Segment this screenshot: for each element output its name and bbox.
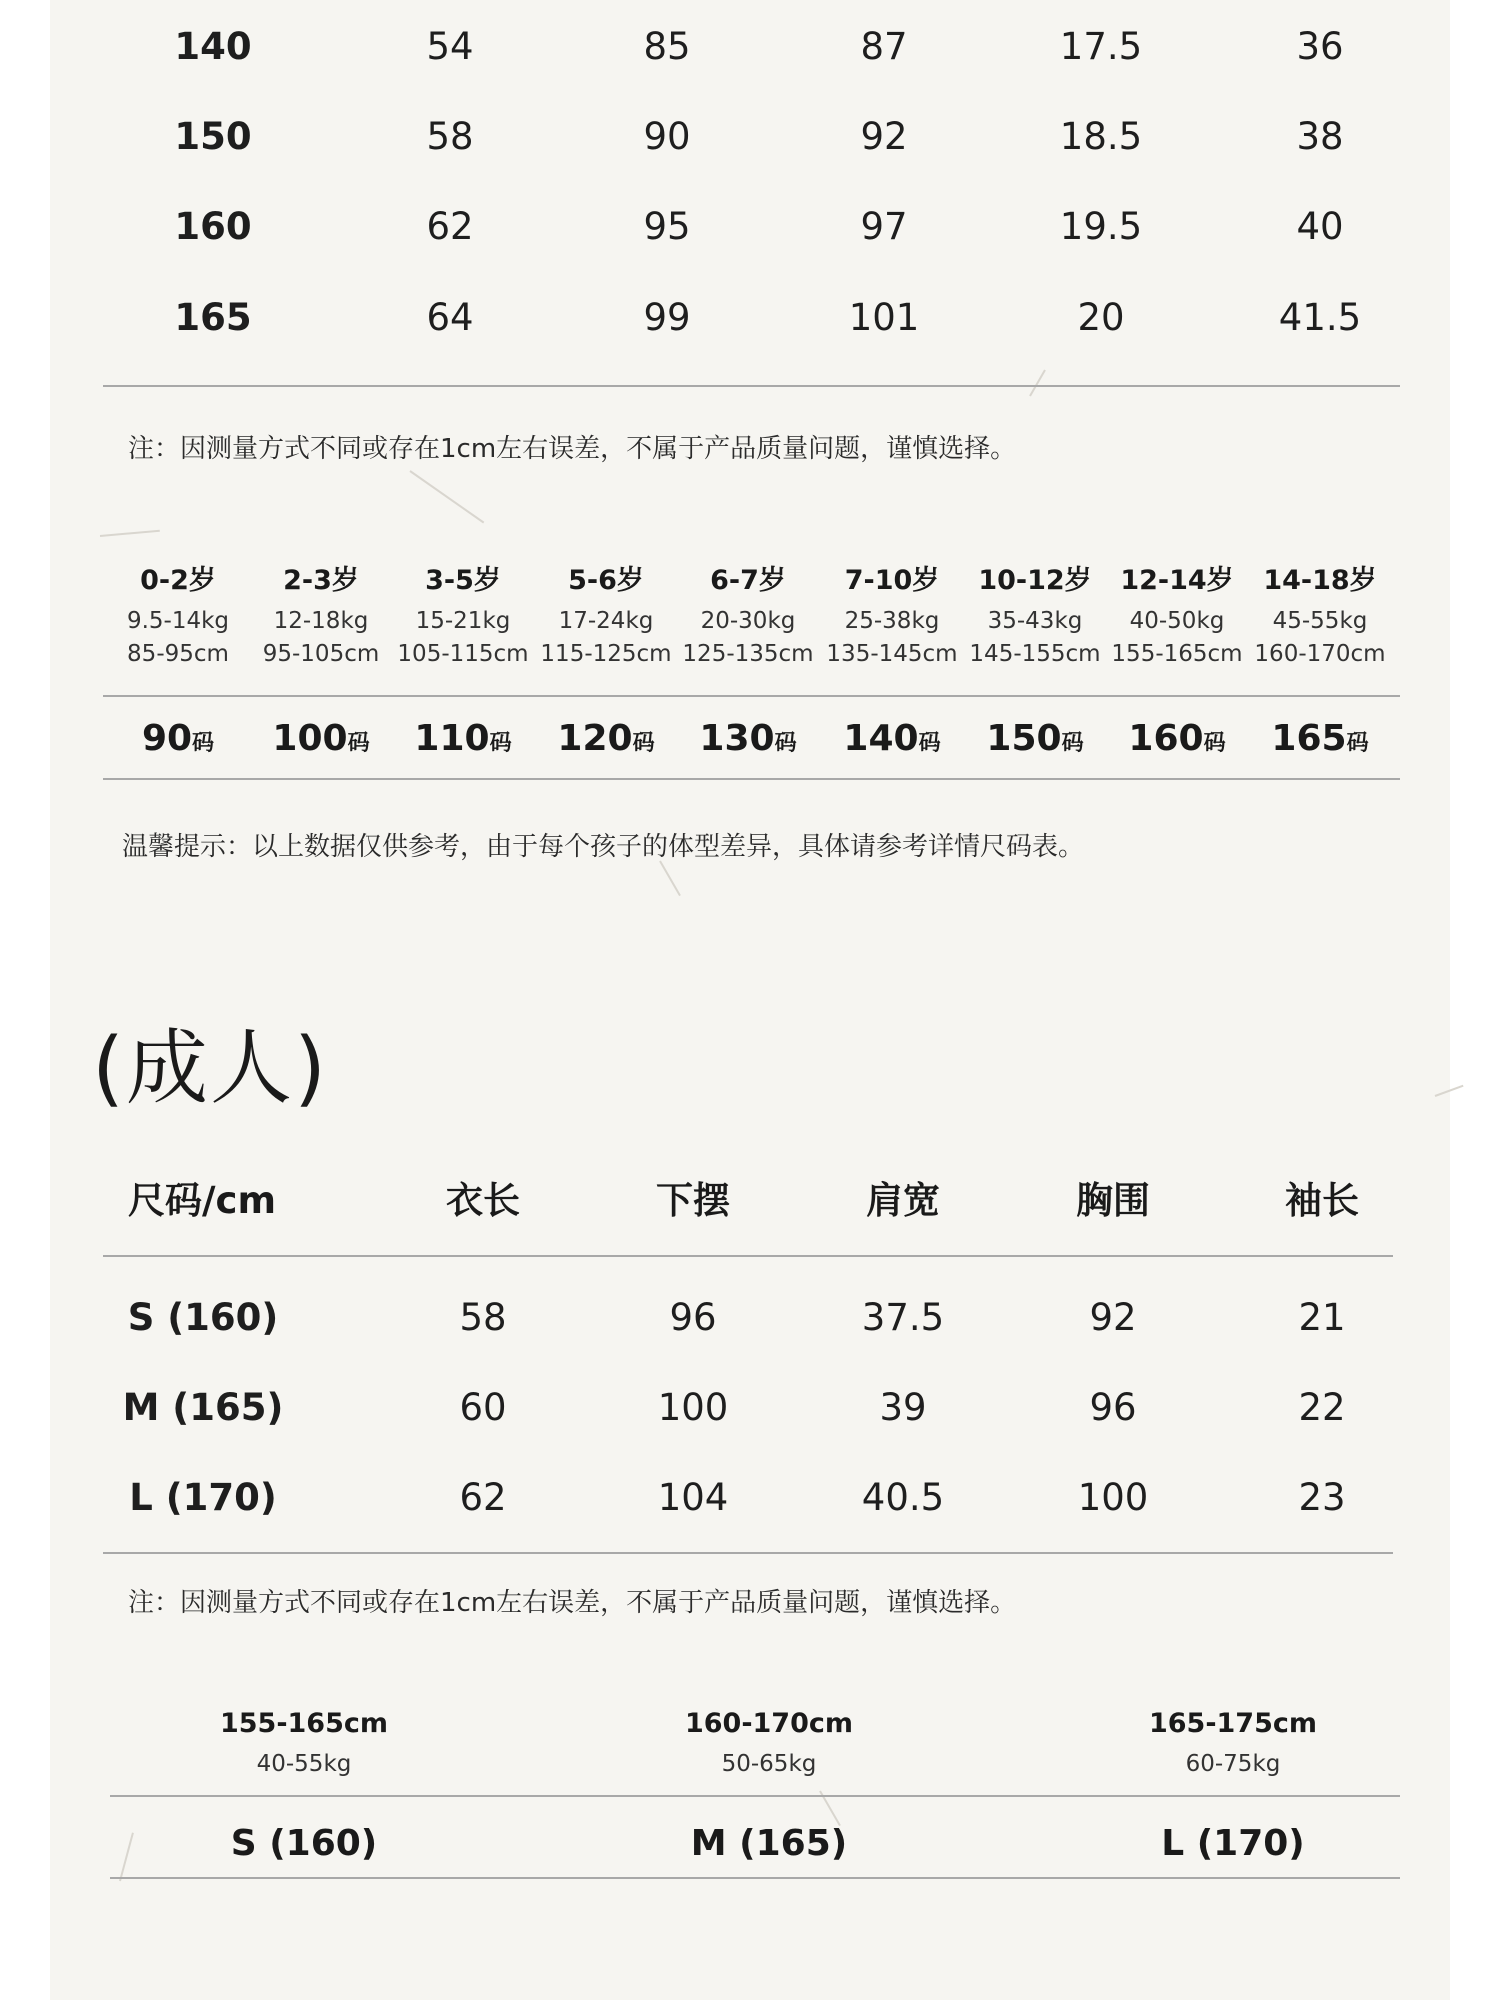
recommended-size: M (165): [690, 1823, 848, 1864]
weight-range: 20-30kg: [700, 608, 796, 634]
recommended-size: [1245, 715, 1395, 768]
value-cell: 38: [1296, 115, 1344, 158]
size-unit: 码: [347, 731, 370, 756]
weight-range: 9.5-14kg: [126, 608, 230, 634]
size-number: 140: [843, 718, 919, 759]
size-unit: 码: [918, 731, 941, 756]
weight-range: 40-55kg: [256, 1751, 352, 1777]
value-cell: 40.5: [861, 1476, 945, 1519]
divider: [103, 385, 1400, 387]
age-range: 7-10岁: [844, 565, 940, 596]
recommended-size: [817, 715, 967, 768]
recommended-size: [103, 715, 253, 768]
recommended-size: S (160): [230, 1823, 378, 1864]
recommended-size: [673, 715, 823, 768]
value-cell: 18.5: [1059, 115, 1143, 158]
value-cell: 96: [669, 1296, 717, 1339]
size-unit: 码: [1203, 731, 1226, 756]
age-range: 10-12岁: [978, 565, 1092, 596]
age-range: 12-14岁: [1120, 565, 1234, 596]
value-cell: 19.5: [1059, 205, 1143, 248]
value-cell: 92: [1089, 1296, 1137, 1339]
recommended-size: [531, 715, 681, 768]
value-cell: 100: [1077, 1476, 1149, 1519]
value-cell: 41.5: [1278, 296, 1362, 339]
size-number: 160: [1128, 718, 1204, 759]
height-range: 160-170cm: [684, 1708, 854, 1739]
value-cell: 87: [860, 25, 908, 68]
size-cell: L (170): [129, 1476, 277, 1519]
divider: [110, 1877, 1400, 1879]
age-range: 2-3岁: [283, 565, 359, 596]
value-cell: 96: [1089, 1386, 1137, 1429]
weight-range: 12-18kg: [273, 608, 369, 634]
divider: [103, 695, 1400, 697]
divider: [103, 1255, 1393, 1257]
size-unit: 码: [632, 731, 655, 756]
value-cell: 101: [848, 296, 920, 339]
size-number: 100: [272, 718, 348, 759]
value-cell: 23: [1298, 1476, 1346, 1519]
paper-fibre: [119, 1832, 134, 1881]
weight-range: 45-55kg: [1272, 608, 1368, 634]
age-range: 0-2岁: [140, 565, 216, 596]
value-cell: 90: [643, 115, 691, 158]
column-header: 胸围: [1076, 1179, 1150, 1222]
recommended-size: L (170): [1161, 1823, 1305, 1864]
size-number: 110: [414, 718, 490, 759]
column-header: 衣长: [446, 1179, 520, 1222]
paper-fibre: [1029, 370, 1046, 397]
recommended-size: [246, 715, 396, 768]
size-cell: M (165): [122, 1386, 284, 1429]
value-cell: 62: [426, 205, 474, 248]
value-cell: 22: [1298, 1386, 1346, 1429]
value-cell: 100: [657, 1386, 729, 1429]
recommended-size: [388, 715, 538, 768]
divider: [110, 1795, 1400, 1797]
size-cell: S (160): [127, 1296, 279, 1339]
reference-tip: 温馨提示：以上数据仅供参考，由于每个孩子的体型差异，具体请参考详情尺码表。: [122, 832, 1085, 862]
size-unit: 码: [192, 731, 215, 756]
height-range: 155-165cm: [1111, 641, 1243, 667]
value-cell: 36: [1296, 25, 1344, 68]
value-cell: 99: [643, 296, 691, 339]
size-cell: 160: [174, 205, 252, 248]
size-cell: 140: [174, 25, 252, 68]
weight-range: 17-24kg: [558, 608, 654, 634]
measurement-note: 注：因测量方式不同或存在1cm左右误差，不属于产品质量问题，谨慎选择。: [128, 1588, 1017, 1618]
value-cell: 40: [1296, 205, 1344, 248]
weight-range: 15-21kg: [415, 608, 511, 634]
paper-fibre: [1435, 1085, 1464, 1097]
value-cell: 39: [879, 1386, 927, 1429]
value-cell: 58: [459, 1296, 507, 1339]
size-unit: 码: [1061, 731, 1084, 756]
size-cell: 150: [174, 115, 252, 158]
size-number: 120: [557, 718, 633, 759]
recommended-size: [1102, 715, 1252, 768]
column-header: 袖长: [1285, 1179, 1359, 1222]
column-header: 下摆: [656, 1179, 730, 1222]
column-header: 尺码/cm: [128, 1179, 276, 1222]
value-cell: 104: [657, 1476, 729, 1519]
height-range: 145-155cm: [969, 641, 1101, 667]
weight-range: 50-65kg: [721, 1751, 817, 1777]
height-range: 105-115cm: [397, 641, 529, 667]
divider: [103, 1552, 1393, 1554]
value-cell: 95: [643, 205, 691, 248]
value-cell: 92: [860, 115, 908, 158]
value-cell: 62: [459, 1476, 507, 1519]
size-number: 130: [699, 718, 775, 759]
size-unit: 码: [1346, 731, 1369, 756]
value-cell: 17.5: [1059, 25, 1143, 68]
height-range: 95-105cm: [262, 641, 380, 667]
measurement-note: 注：因测量方式不同或存在1cm左右误差，不属于产品质量问题，谨慎选择。: [128, 434, 1017, 464]
paper-fibre: [409, 470, 484, 523]
height-range: 165-175cm: [1148, 1708, 1318, 1739]
age-range: 5-6岁: [568, 565, 644, 596]
value-cell: 85: [643, 25, 691, 68]
value-cell: 20: [1077, 296, 1125, 339]
size-number: 150: [986, 718, 1062, 759]
weight-range: 35-43kg: [987, 608, 1083, 634]
age-range: 6-7岁: [710, 565, 786, 596]
size-cell: 165: [174, 296, 252, 339]
height-range: 125-135cm: [682, 641, 814, 667]
paper-fibre: [100, 530, 160, 537]
value-cell: 37.5: [861, 1296, 945, 1339]
value-cell: 60: [459, 1386, 507, 1429]
size-number: 90: [141, 718, 193, 759]
height-range: 85-95cm: [127, 641, 229, 667]
recommended-size: [960, 715, 1110, 768]
height-range: 155-165cm: [219, 1708, 389, 1739]
value-cell: 54: [426, 25, 474, 68]
height-range: 160-170cm: [1254, 641, 1386, 667]
size-unit: 码: [774, 731, 797, 756]
age-range: 3-5岁: [425, 565, 501, 596]
column-header: 肩宽: [866, 1179, 940, 1222]
paper-fibre: [659, 861, 681, 897]
adult-section-heading: (成人): [92, 1021, 328, 1116]
height-range: 115-125cm: [540, 641, 672, 667]
size-number: 165: [1271, 718, 1347, 759]
size-unit: 码: [489, 731, 512, 756]
value-cell: 58: [426, 115, 474, 158]
height-range: 135-145cm: [826, 641, 958, 667]
value-cell: 64: [426, 296, 474, 339]
age-range: 14-18岁: [1263, 565, 1377, 596]
value-cell: 21: [1298, 1296, 1346, 1339]
weight-range: 25-38kg: [844, 608, 940, 634]
weight-range: 40-50kg: [1129, 608, 1225, 634]
weight-range: 60-75kg: [1185, 1751, 1281, 1777]
divider: [103, 778, 1400, 780]
value-cell: 97: [860, 205, 908, 248]
